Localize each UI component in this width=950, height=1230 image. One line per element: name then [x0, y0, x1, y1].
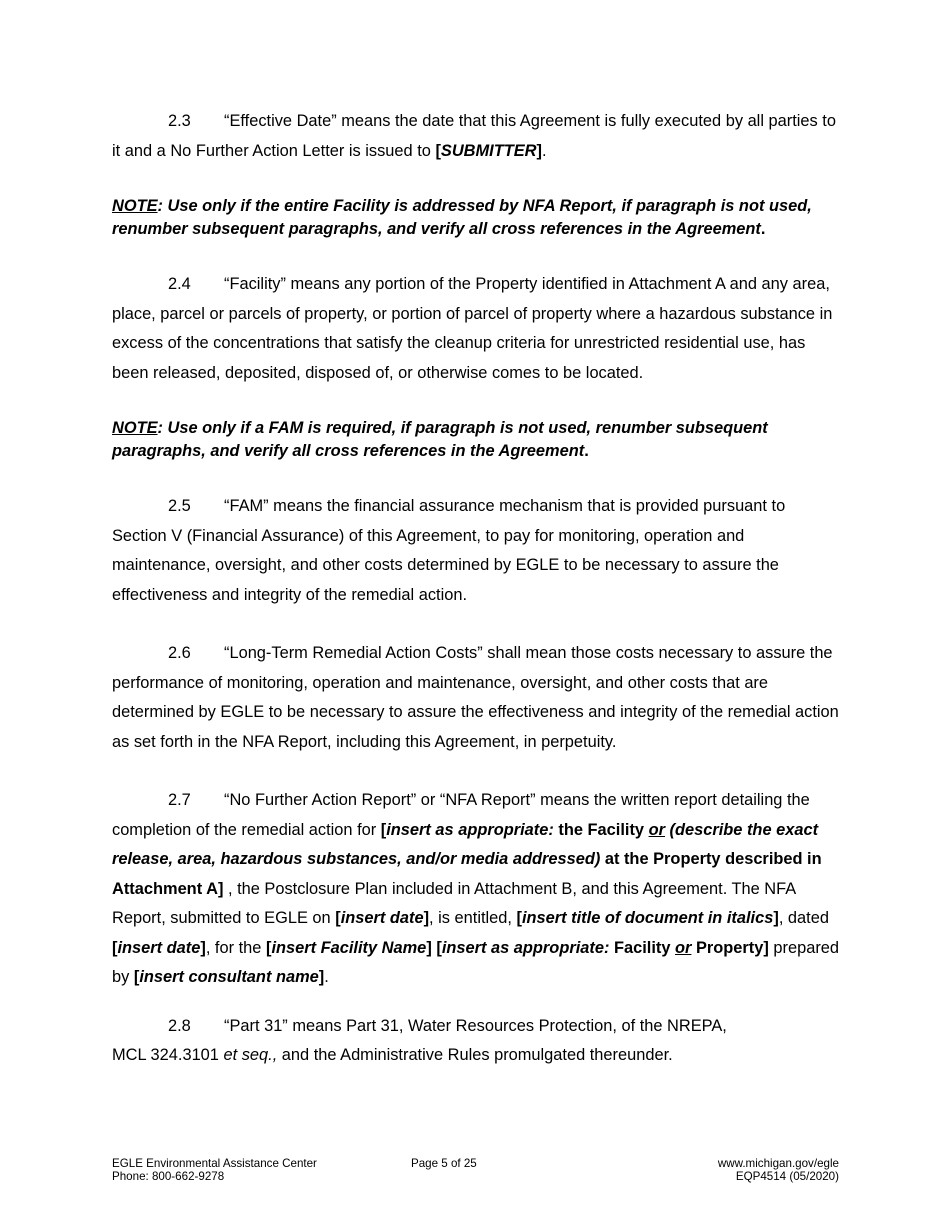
paragraph-2-4: 2.4 “Facility” means any portion of the Property identified in Attachment A and any area, place, parcel or parcels of property, or portion of parcel of property where a hazardous substance in excess of the concentrations that satisfy the cleanup criteria for unrestricted residential use, has been released, deposited, disposed of, or otherwise comes to be located. — [112, 270, 844, 388]
footer-phone: Phone: 800-662-9278 — [112, 1170, 225, 1183]
paragraph-2-7: 2.7 “No Further Action Report” or “NFA Report” means the written report detailing the completion of the remedial action for [insert as appropriate: the Facility or (describe the exact release, area, hazardous substances, and/or media addressed) at the Property described in Attachment A] , the Postclosure Plan included in Attachment B, and this Agreement. The NFA Report, submitted to EGLE on [insert date], is entitled, [insert title of document in italics], dated [insert date], for the [insert Facility Name] [insert as appropriate: Facility or Property] prepared by [insert consultant name]. — [112, 786, 844, 993]
footer-url: www.michigan.gov/egle — [717, 1157, 839, 1170]
paragraph-number: 2.3 — [168, 112, 191, 130]
note-fam: NOTE: Use only if a FAM is required, if paragraph is not used, renumber subsequent paragraphs, and verify all cross references in the Agreement. — [112, 419, 768, 460]
paragraph-number: 2.8 — [168, 1016, 191, 1035]
note-label: NOTE — [112, 419, 158, 437]
paragraph-2-8: 2.8 “Part 31” means Part 31, Water Resources Protection, of the NREPA, MCL 324.3101 et seq., and the Administrative Rules promulgated thereunder. — [112, 1012, 844, 1071]
paragraph-number: 2.7 — [168, 791, 191, 809]
paragraph-2-3: 2.3 “Effective Date” means the date that this Agreement is fully executed by all parties to it and a No Further Action Letter is issued to [SUBMITTER]. — [112, 107, 844, 166]
footer-right — [718, 1157, 839, 1183]
submitter-placeholder: SUBMITTER — [440, 141, 537, 160]
note-facility: NOTE: Use only if the entire Facility is addressed by NFA Report, if paragraph is not used, renumber subsequent paragraphs, and verify all cross references in the Agreement. — [112, 197, 812, 238]
footer-form-number: EQP4514 (05/2020) — [735, 1170, 839, 1183]
document-body — [112, 107, 844, 1071]
note-label: NOTE — [112, 197, 158, 215]
paragraph-number: 2.4 — [168, 275, 191, 293]
footer-org: EGLE Environmental Assistance Center — [112, 1157, 317, 1170]
page-number: Page 5 of 25 — [411, 1157, 477, 1170]
paragraph-number: 2.5 — [168, 497, 191, 515]
paragraph-number: 2.6 — [168, 644, 191, 662]
footer-contact — [112, 1157, 317, 1183]
paragraph-2-6: 2.6 “Long-Term Remedial Action Costs” shall mean those costs necessary to assure the performance of monitoring, operation and maintenance, oversight, and other costs that are determined by EGLE to be necessary to assure the effectiveness and integrity of the remedial action as set forth in the NFA Report, including this Agreement, in perpetuity. — [112, 639, 844, 757]
paragraph-2-5: 2.5 “FAM” means the financial assurance mechanism that is provided pursuant to Section V (Financial Assurance) of this Agreement, to pay for monitoring, operation and maintenance, oversight, and other costs determined by EGLE to be necessary to assure the effectiveness and integrity of the remedial action. — [112, 492, 844, 610]
